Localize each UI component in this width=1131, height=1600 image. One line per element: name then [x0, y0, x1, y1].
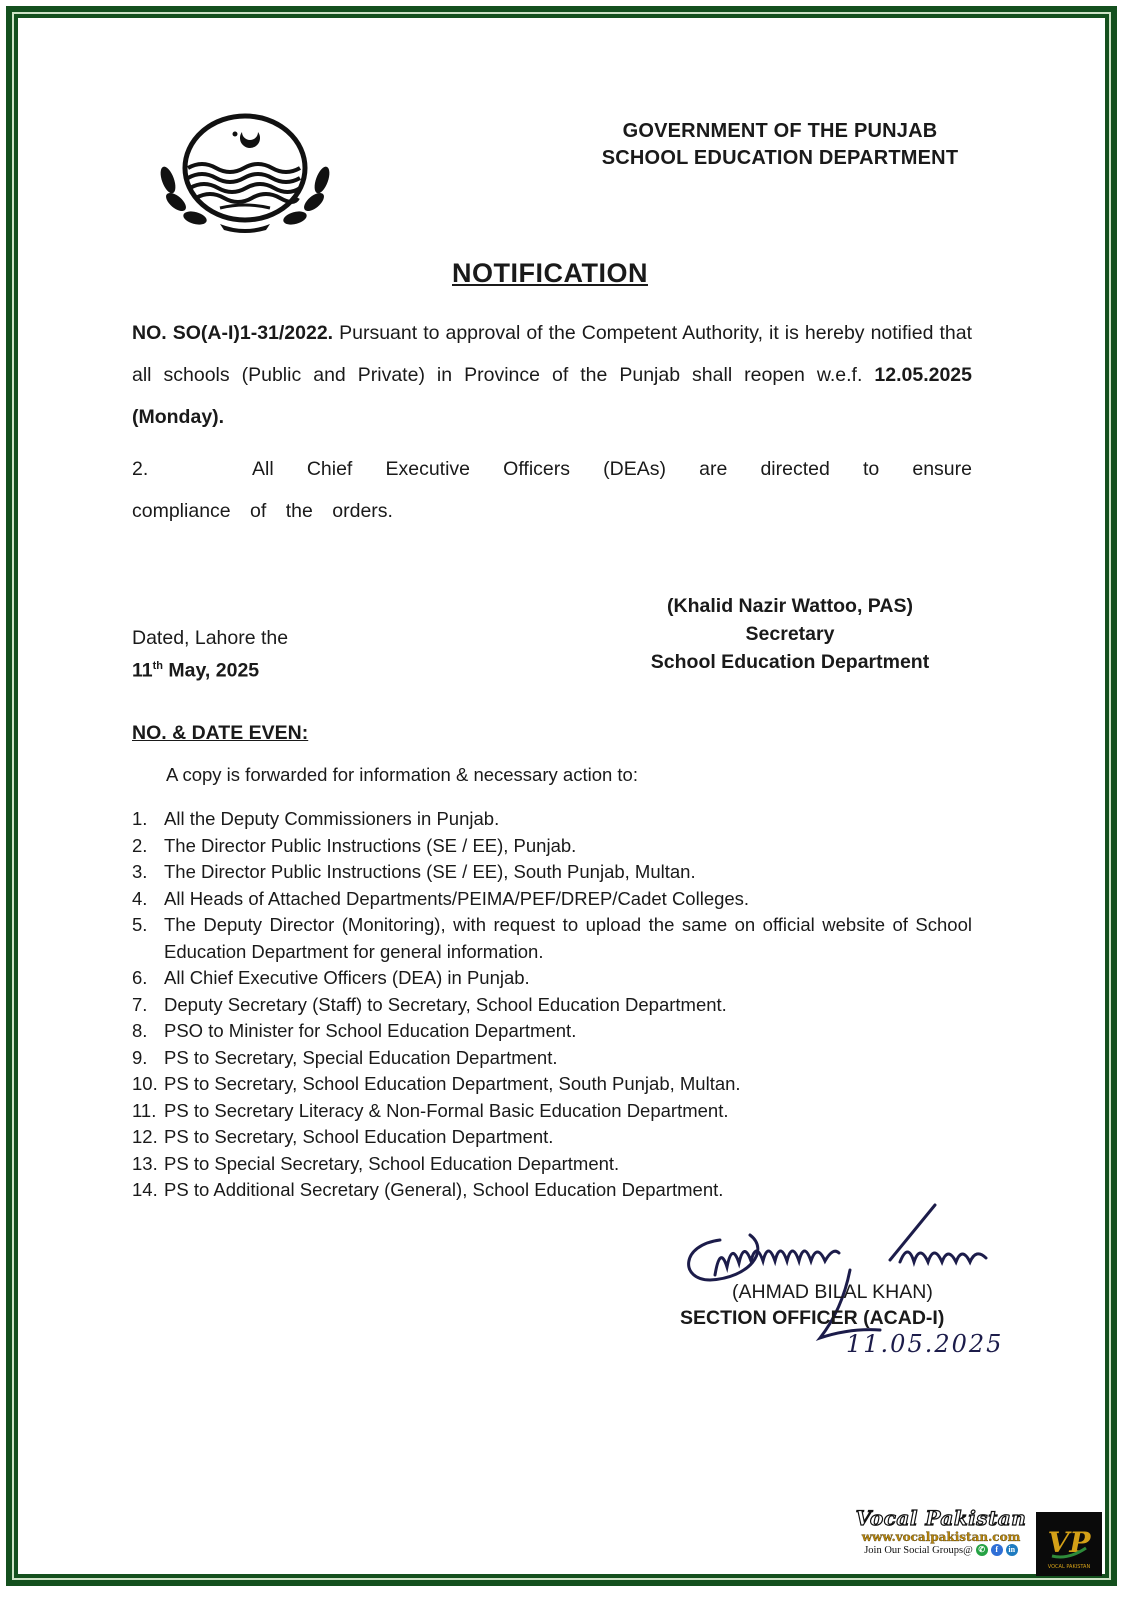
list-item: 14. PS to Additional Secretary (General), School Education Department. — [132, 1179, 724, 1200]
watermark-social — [846, 1544, 1036, 1556]
punjab-emblem-icon — [150, 110, 340, 235]
list-item: 13. PS to Special Secretary, School Education Department. — [132, 1152, 620, 1174]
watermark-url[interactable]: www.vocalpakistan.com — [861, 1530, 1021, 1544]
paragraph-2-text: All Chief Executive Officers (DEAs) are directed to ensure compliance of the orders. — [132, 458, 972, 522]
svg-text:VP: VP — [1047, 1526, 1091, 1559]
section-officer-title: SECTION OFFICER (ACAD-I) — [680, 1307, 945, 1329]
government-name: GOVERNMENT OF THE PUNJAB — [622, 120, 938, 142]
list-item: 3. The Director Public Instructions (SE / EE), South Punjab, Multan. — [132, 861, 696, 882]
secretary-signature-block — [600, 592, 980, 676]
secretary-department: School Education Department — [650, 651, 930, 673]
dated-month-year: May, 2025 — [163, 659, 260, 682]
dated-block — [132, 624, 288, 685]
list-item: 8. PSO to Minister for School Education Department. — [132, 1020, 577, 1041]
notification-paragraph-2 — [132, 448, 972, 532]
dated-date — [132, 652, 288, 685]
forwarding-intro: A copy is forwarded for information & necessary action to: — [166, 764, 638, 785]
linkedin-icon[interactable]: in — [1006, 1544, 1018, 1556]
notification-number: NO. SO(A-I)1-31/2022. — [132, 322, 334, 344]
letterhead — [570, 118, 990, 172]
dated-day: 11 — [132, 659, 153, 682]
watermark-brand: Vocal Pakistan — [855, 1506, 1027, 1530]
list-item: 5. The Deputy Director (Monitoring), with request to upload the same on official website of School Education Department for general information. — [132, 914, 972, 962]
join-text: Join Our Social Groups@ — [864, 1544, 973, 1556]
paragraph-2-number: 2. — [132, 458, 149, 480]
list-item: 11. PS to Secretary Literacy & Non-Formal Basic Education Department. — [132, 1099, 729, 1121]
list-item: 7. Deputy Secretary (Staff) to Secretary, School Education Department. — [132, 993, 727, 1015]
list-item: 6. All Chief Executive Officers (DEA) in Punjab. — [132, 967, 530, 988]
recipient-list — [132, 806, 972, 1204]
dated-place: Dated, Lahore the — [132, 627, 289, 649]
list-item: 9. PS to Secretary, Special Education Department. — [132, 1046, 558, 1068]
vocal-pakistan-watermark — [846, 1506, 1036, 1556]
list-item: 2. The Director Public Instructions (SE / EE), Punjab. — [132, 834, 577, 856]
section-officer-name: (AHMAD BILAL KHAN) — [732, 1281, 933, 1303]
list-item: 4. All Heads of Attached Departments/PEIMA/PEF/DREP/Cadet Colleges. — [132, 887, 750, 909]
vocal-pakistan-logo-icon — [1036, 1512, 1102, 1576]
notification-paragraph-1 — [132, 312, 972, 438]
department-name: SCHOOL EDUCATION DEPARTMENT — [601, 147, 959, 169]
secretary-name: (Khalid Nazir Wattoo, PAS) — [667, 595, 913, 617]
list-item: 12. PS to Secretary, School Education Department. — [132, 1126, 554, 1147]
no-date-even-heading: NO. & DATE EVEN: — [132, 722, 309, 744]
list-item: 10. PS to Secretary, School Education Department, South Punjab, Multan. — [132, 1073, 741, 1094]
reopen-date: 12.05.2025 (Monday). — [132, 364, 972, 428]
list-item: 1. All the Deputy Commissioners in Punjab. — [132, 808, 500, 829]
whatsapp-icon[interactable]: ✆ — [976, 1544, 988, 1556]
paragraph-1-text: Pursuant to approval of the Competent Authority, it is hereby notified that all schools (Public and Private) in Province of the Punjab shall reopen w.e.f. — [132, 322, 972, 386]
facebook-icon[interactable]: f — [991, 1544, 1003, 1556]
handwritten-date: 11.05.2025 — [846, 1330, 1004, 1358]
dated-day-suffix: th — [152, 660, 164, 672]
secretary-designation: Secretary — [745, 623, 835, 645]
notification-title: NOTIFICATION — [452, 258, 648, 288]
svg-text:VOCAL PAKISTAN: VOCAL PAKISTAN — [1047, 1564, 1091, 1570]
